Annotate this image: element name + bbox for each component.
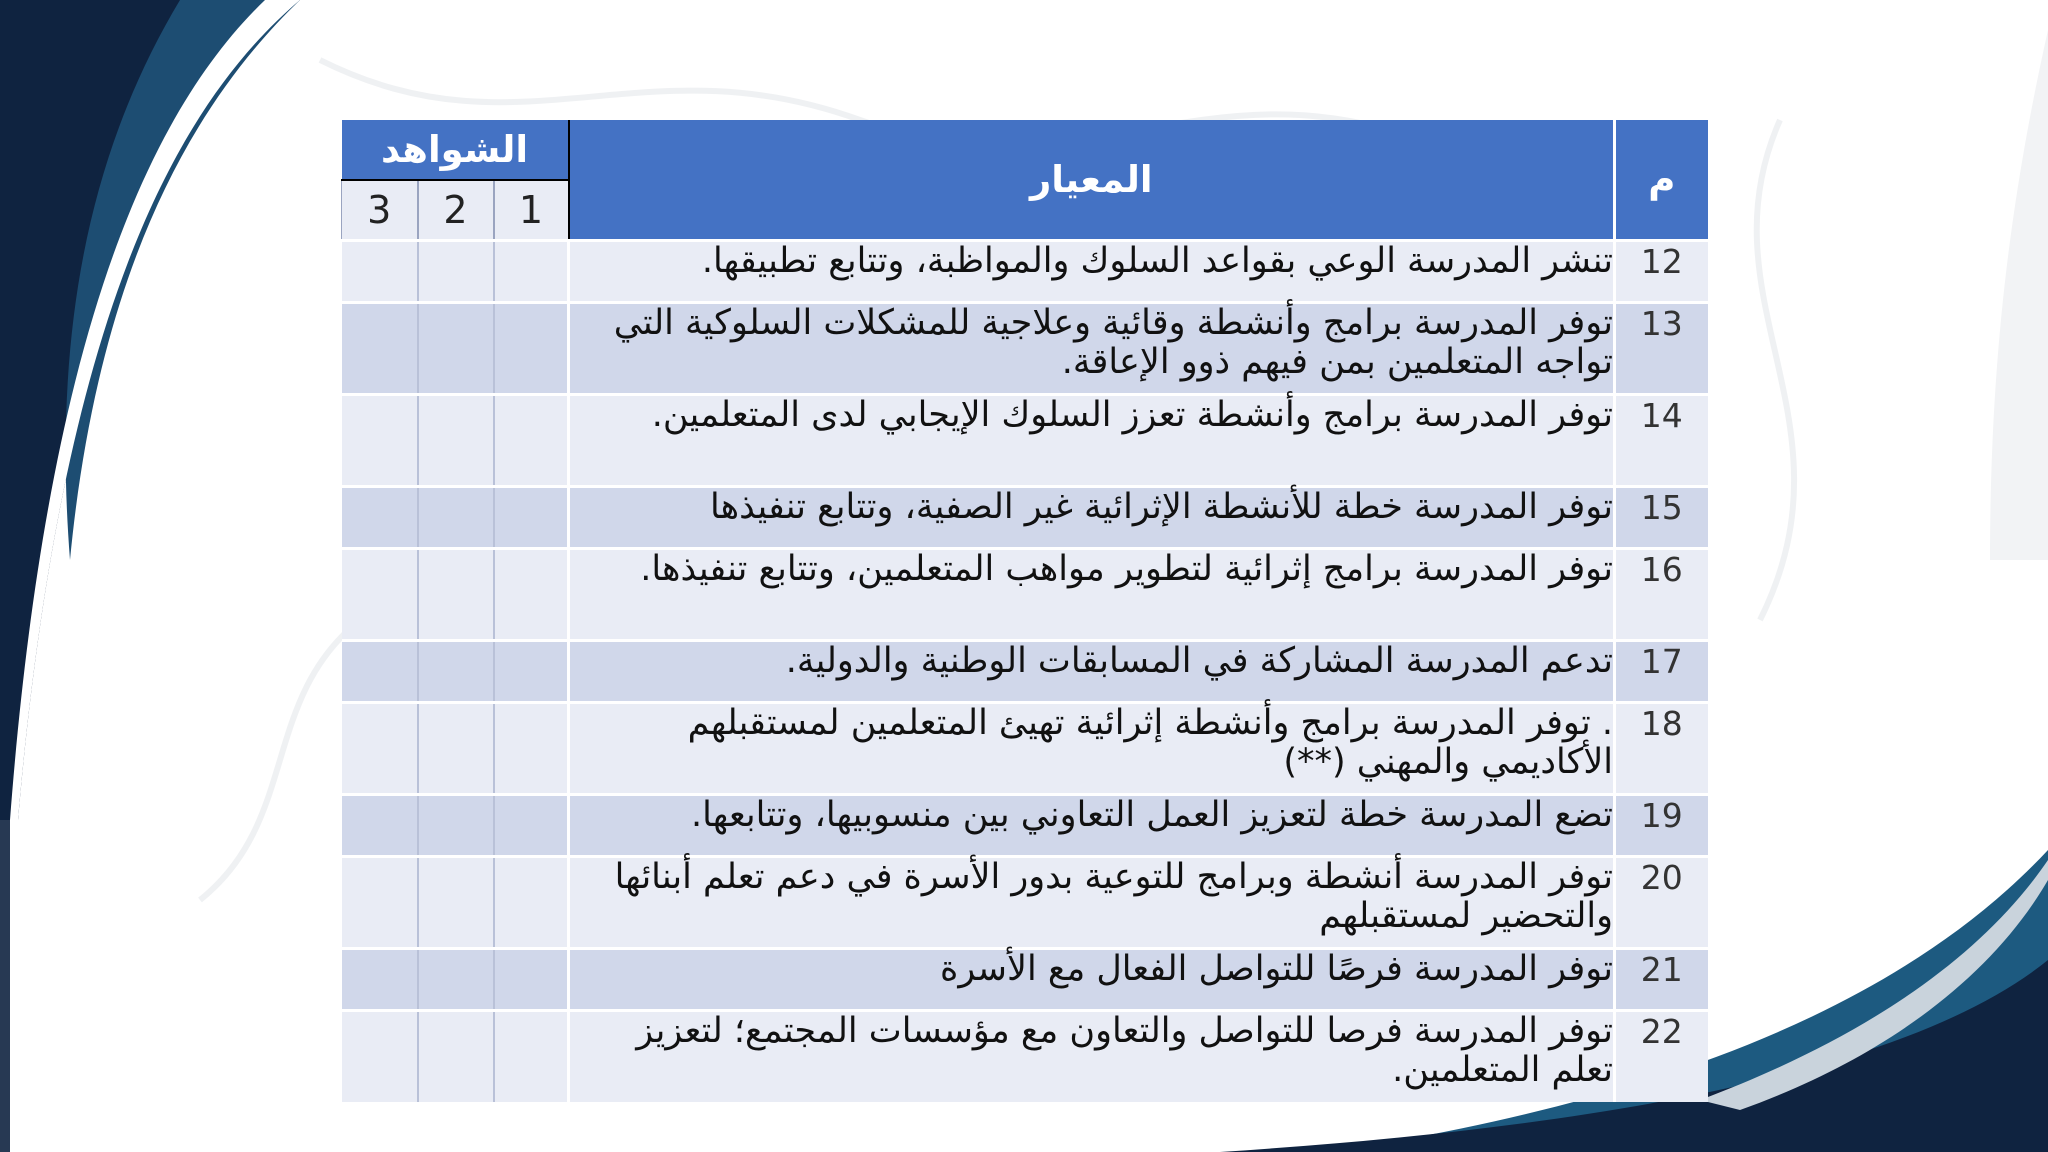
table-row bbox=[342, 640, 1708, 702]
criterion-text: . توفر المدرسة برامج وأنشطة إثرائية تهيئ المتعلمين لمستقبلهم الأكاديمي والمهني (**) bbox=[569, 702, 1615, 794]
criteria-table bbox=[341, 120, 1708, 1102]
row-number: 19 bbox=[1615, 794, 1708, 856]
criterion-text: توفر المدرسة فرصًا للتواصل الفعال مع الأسرة bbox=[569, 948, 1615, 1010]
evidence-cell-2[interactable] bbox=[418, 302, 494, 394]
criterion-text: تنشر المدرسة الوعي بقواعد السلوك والمواظبة، وتتابع تطبيقها. bbox=[569, 240, 1615, 302]
criterion-text: تضع المدرسة خطة لتعزيز العمل التعاوني بين منسوبيها، وتتابعها. bbox=[569, 794, 1615, 856]
table-row bbox=[342, 486, 1708, 548]
evidence-cell-3[interactable] bbox=[342, 702, 418, 794]
evidence-cell-2[interactable] bbox=[418, 548, 494, 640]
evidence-cell-1[interactable] bbox=[494, 794, 569, 856]
criterion-text: توفر المدرسة برامج وأنشطة تعزز السلوك الإيجابي لدى المتعلمين. bbox=[569, 394, 1615, 486]
criterion-text: توفر المدرسة أنشطة وبرامج للتوعية بدور الأسرة في دعم تعلم أبنائها والتحضير لمستقبلهم bbox=[569, 856, 1615, 948]
evidence-cell-3[interactable] bbox=[342, 640, 418, 702]
row-number: 14 bbox=[1615, 394, 1708, 486]
row-number: 21 bbox=[1615, 948, 1708, 1010]
evidence-cell-1[interactable] bbox=[494, 702, 569, 794]
evidence-cell-2[interactable] bbox=[418, 856, 494, 948]
criterion-text: تدعم المدرسة المشاركة في المسابقات الوطنية والدولية. bbox=[569, 640, 1615, 702]
criterion-text: توفر المدرسة خطة للأنشطة الإثرائية غير الصفية، وتتابع تنفيذها bbox=[569, 486, 1615, 548]
table-row bbox=[342, 794, 1708, 856]
evidence-cell-3[interactable] bbox=[342, 948, 418, 1010]
evidence-cell-1[interactable] bbox=[494, 640, 569, 702]
evidence-cell-1[interactable] bbox=[494, 302, 569, 394]
evidence-cell-3[interactable] bbox=[342, 794, 418, 856]
row-number: 18 bbox=[1615, 702, 1708, 794]
evidence-cell-2[interactable] bbox=[418, 394, 494, 486]
table-row bbox=[342, 394, 1708, 486]
table-row bbox=[342, 548, 1708, 640]
criterion-text: توفر المدرسة برامج وأنشطة وقائية وعلاجية للمشكلات السلوكية التي تواجه المتعلمين بمن فيهم ذوو الإعاقة. bbox=[569, 302, 1615, 394]
evidence-cell-3[interactable] bbox=[342, 240, 418, 302]
evidence-cell-3[interactable] bbox=[342, 548, 418, 640]
number-header: م bbox=[1615, 120, 1708, 240]
criterion-header: المعيار bbox=[569, 120, 1615, 240]
row-number: 20 bbox=[1615, 856, 1708, 948]
row-number: 15 bbox=[1615, 486, 1708, 548]
table-row bbox=[342, 240, 1708, 302]
evidence-cell-2[interactable] bbox=[418, 794, 494, 856]
evidence-column-1: 1 bbox=[494, 180, 569, 240]
evidence-column-2: 2 bbox=[418, 180, 494, 240]
table-row bbox=[342, 302, 1708, 394]
evidence-cell-2[interactable] bbox=[418, 948, 494, 1010]
evidence-cell-1[interactable] bbox=[494, 394, 569, 486]
evidence-cell-3[interactable] bbox=[342, 302, 418, 394]
evidence-cell-3[interactable] bbox=[342, 1010, 418, 1102]
evidence-cell-1[interactable] bbox=[494, 856, 569, 948]
evidence-cell-1[interactable] bbox=[494, 486, 569, 548]
evidence-cell-3[interactable] bbox=[342, 394, 418, 486]
evidence-cell-2[interactable] bbox=[418, 1010, 494, 1102]
evidence-cell-2[interactable] bbox=[418, 702, 494, 794]
evidence-cell-3[interactable] bbox=[342, 856, 418, 948]
evidence-cell-1[interactable] bbox=[494, 548, 569, 640]
criterion-text: توفر المدرسة برامج إثرائية لتطوير مواهب المتعلمين، وتتابع تنفيذها. bbox=[569, 548, 1615, 640]
row-number: 13 bbox=[1615, 302, 1708, 394]
evidence-cell-1[interactable] bbox=[494, 1010, 569, 1102]
evidence-cell-1[interactable] bbox=[494, 240, 569, 302]
evidence-header: الشواهد bbox=[342, 120, 569, 180]
table-row bbox=[342, 948, 1708, 1010]
table-row bbox=[342, 1010, 1708, 1102]
row-number: 22 bbox=[1615, 1010, 1708, 1102]
row-number: 17 bbox=[1615, 640, 1708, 702]
evidence-cell-2[interactable] bbox=[418, 640, 494, 702]
table-row bbox=[342, 702, 1708, 794]
evidence-cell-2[interactable] bbox=[418, 486, 494, 548]
row-number: 12 bbox=[1615, 240, 1708, 302]
table-row bbox=[342, 856, 1708, 948]
evidence-cell-2[interactable] bbox=[418, 240, 494, 302]
evidence-cell-1[interactable] bbox=[494, 948, 569, 1010]
evidence-column-3: 3 bbox=[342, 180, 418, 240]
criterion-text: توفر المدرسة فرصا للتواصل والتعاون مع مؤسسات المجتمع؛ لتعزيز تعلم المتعلمين. bbox=[569, 1010, 1615, 1102]
evidence-cell-3[interactable] bbox=[342, 486, 418, 548]
row-number: 16 bbox=[1615, 548, 1708, 640]
